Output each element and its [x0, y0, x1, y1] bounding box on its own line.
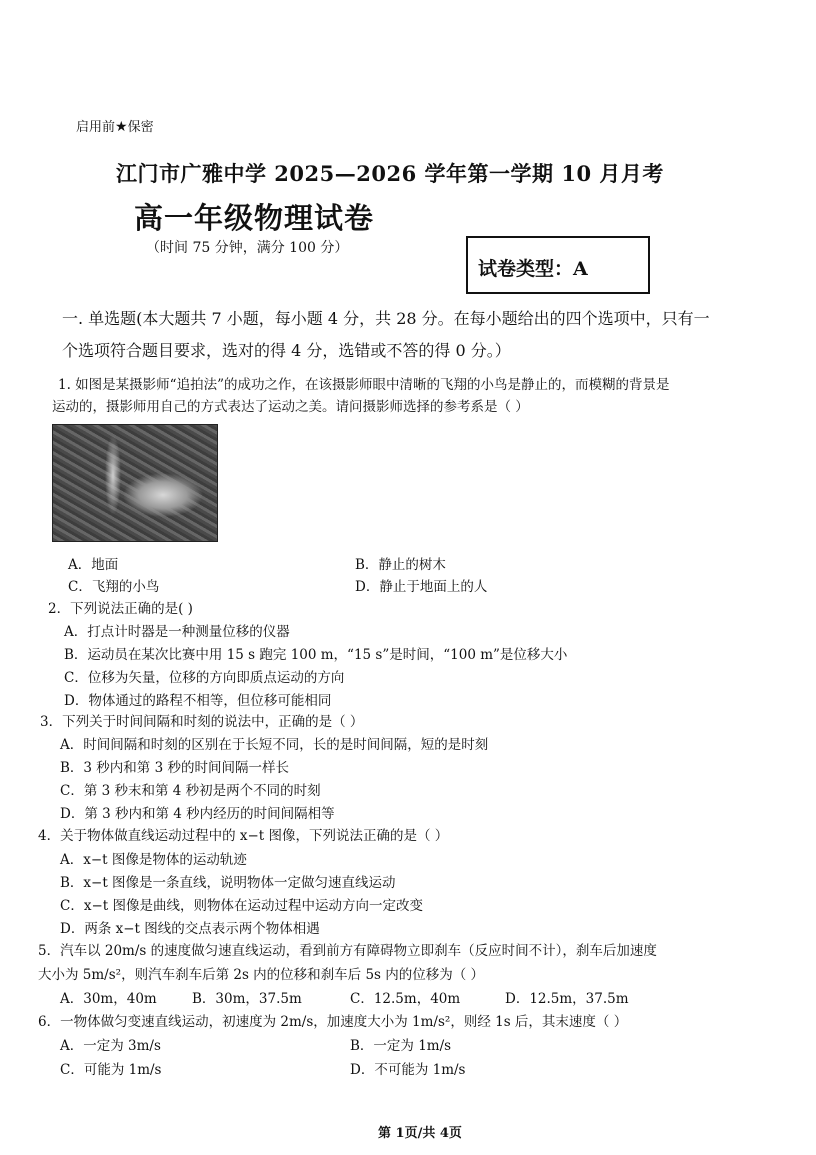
- q5-option-c: C．12.5m，40m: [350, 991, 461, 1007]
- q4-option-d: D．两条 x−t 图线的交点表示两个物体相遇: [60, 921, 320, 937]
- q6-option-d: D．不可能为 1m/s: [350, 1062, 466, 1078]
- q3-option-d: D．第 3 秒内和第 4 秒内经历的时间间隔相等: [60, 806, 335, 822]
- section-heading-line2: 个选项符合题目要求，选对的得 4 分，选错或不答的得 0 分。）: [62, 341, 511, 360]
- q2-option-b: B．运动员在某次比赛中用 15 s 跑完 100 m，“15 s”是时间，“100 m”是位移大小: [64, 647, 568, 663]
- q5-stem-line1: 5．汽车以 20m/s 的速度做匀速直线运动，看到前方有障碍物立即刹车（反应时间不计），刹车后加速度: [38, 943, 657, 959]
- q3-stem: 3．下列关于时间间隔和时刻的说法中，正确的是（ ）: [40, 714, 364, 730]
- q4-stem: 4．关于物体做直线运动过程中的 x−t 图像，下列说法正确的是（ ）: [38, 828, 449, 844]
- q6-option-a: A．一定为 3m/s: [60, 1038, 161, 1054]
- q4-option-c: C．x−t 图像是曲线，则物体在运动过程中运动方向一定改变: [60, 898, 423, 914]
- q4-option-b: B．x−t 图像是一条直线，说明物体一定做匀速直线运动: [60, 875, 396, 891]
- bird-photo: [52, 424, 218, 542]
- q1-stem-line1: 1. 如图是某摄影师“追拍法”的成功之作，在该摄影师眼中清晰的飞翔的小鸟是静止的，而模糊的背景是: [58, 377, 670, 393]
- confidential-suffix: 保密: [127, 120, 154, 135]
- q1-option-a: A．地面: [68, 557, 119, 573]
- q1-option-d: D．静止于地面上的人: [355, 579, 488, 595]
- time-note: （时间 75 分钟，满分 100 分）: [146, 240, 349, 256]
- exam-title: 高一年级物理试卷: [134, 201, 375, 235]
- section-heading-line1: 一. 单选题(本大题共 7 小题，每小题 4 分，共 28 分。在每小题给出的四个选项中，只有一: [62, 309, 710, 328]
- q2-stem: 2．下列说法正确的是( ): [48, 601, 193, 617]
- q5-option-a: A．30m，40m: [60, 991, 157, 1007]
- q1-option-c: C．飞翔的小鸟: [68, 579, 160, 595]
- q5-option-d: D．12.5m，37.5m: [505, 991, 629, 1007]
- paper-type-label: 试卷类型：A: [478, 258, 588, 280]
- q6-option-b: B．一定为 1m/s: [350, 1038, 452, 1054]
- q2-option-a: A．打点计时器是一种测量位移的仪器: [64, 624, 290, 640]
- q5-option-b: B．30m，37.5m: [192, 991, 302, 1007]
- confidential-label: [76, 116, 154, 135]
- q5-stem-line2: 大小为 5m/s²，则汽车刹车后第 2s 内的位移和刹车后 5s 内的位移为（ ）: [38, 967, 485, 983]
- q1-stem-line2: 运动的，摄影师用自己的方式表达了运动之美。请问摄影师选择的参考系是（ ）: [52, 399, 529, 415]
- confidential-prefix: 启用前: [76, 120, 116, 135]
- q6-stem: 6．一物体做匀变速直线运动，初速度为 2m/s，加速度大小为 1m/s²，则经 1s 后，其末速度（ ）: [38, 1014, 628, 1030]
- school-title: 江门市广雅中学 2025—2026 学年第一学期 10 月月考: [116, 161, 664, 186]
- q3-option-c: C．第 3 秒末和第 4 秒初是两个不同的时刻: [60, 783, 321, 799]
- q6-option-c: C．可能为 1m/s: [60, 1062, 162, 1078]
- q2-option-c: C．位移为矢量，位移的方向即质点运动的方向: [64, 670, 345, 686]
- paper-type-box: [466, 236, 650, 294]
- q4-option-a: A．x−t 图像是物体的运动轨迹: [60, 852, 247, 868]
- q3-option-a: A．时间间隔和时刻的区别在于长短不同，长的是时间间隔，短的是时刻: [60, 737, 489, 753]
- page-footer: 第 1页/共 4页: [378, 1126, 462, 1141]
- star-icon: ★: [115, 119, 128, 135]
- q1-option-b: B．静止的树木: [355, 557, 446, 573]
- q3-option-b: B．3 秒内和第 3 秒的时间间隔一样长: [60, 760, 289, 776]
- q2-option-d: D．物体通过的路程不相等，但位移可能相同: [64, 693, 332, 709]
